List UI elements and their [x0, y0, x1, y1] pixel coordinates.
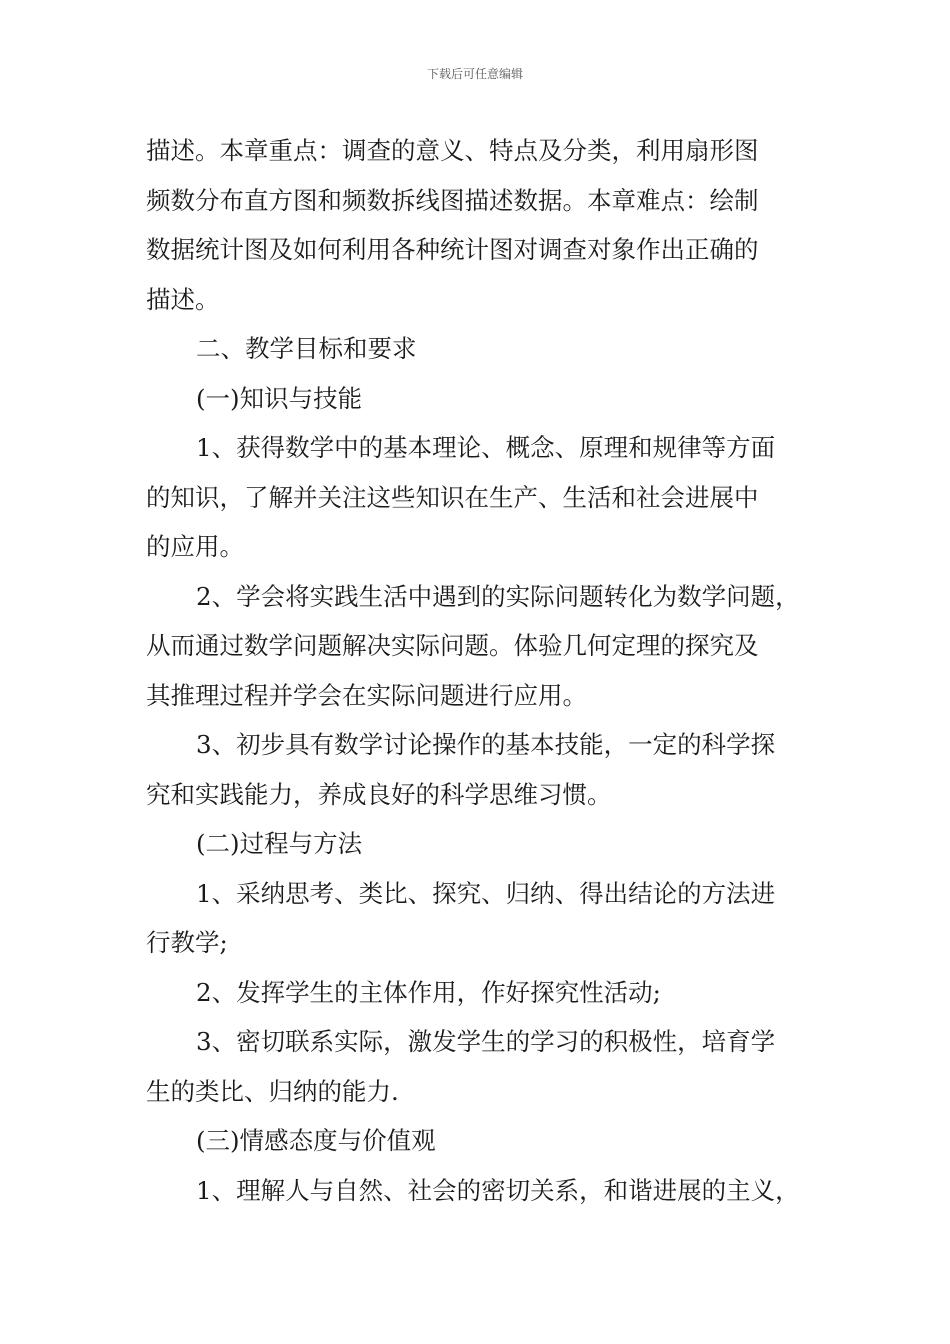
paragraph-line: 1、理解人与自然、社会的密切关系，和谐进展的主义，: [196, 1175, 800, 1205]
subsection-heading: (一)知识与技能: [196, 383, 363, 413]
paragraph-line: 3、密切联系实际，激发学生的学习的积极性，培育学: [196, 1027, 776, 1056]
paragraph-line: 频数分布直方图和频数拆线图描述数据。本章难点：绘制: [146, 185, 759, 215]
paragraph-line: 其推理过程并学会在实际问题进行应用。: [146, 680, 587, 710]
paragraph-line: 1、获得数学中的基本理论、概念、原理和规律等方面: [196, 433, 776, 462]
document-body: [146, 126, 818, 1215]
paragraph-line: 2、学会将实践生活中遇到的实际问题转化为数学问题，: [196, 581, 800, 611]
paragraph-line: 生的类比、归纳的能力.: [146, 1076, 399, 1106]
paragraph-line: 的应用。: [146, 532, 244, 561]
paragraph-line: 1、采纳思考、类比、探究、归纳、得出结论的方法进: [196, 878, 776, 908]
paragraph-line: 描述。: [146, 284, 220, 314]
paragraph-line: 的知识，了解并关注这些知识在生产、生活和社会进展中: [146, 482, 759, 512]
page-header: 下载后可任意编辑: [426, 67, 523, 81]
paragraph-line: 究和实践能力，养成良好的科学思维习惯。: [146, 779, 612, 809]
section-heading: 二、教学目标和要求: [196, 334, 417, 363]
paragraph-line: 描述。本章重点：调查的意义、特点及分类，利用扇形图: [146, 136, 759, 165]
paragraph-line: 行教学;: [146, 928, 228, 957]
subsection-heading: (三)情感态度与价值观: [196, 1126, 436, 1155]
paragraph-line: 从而通过数学问题解决实际问题。体验几何定理的探究及: [146, 631, 759, 660]
subsection-heading: (二)过程与方法: [196, 829, 363, 858]
paragraph-line: 数据统计图及如何利用各种统计图对调查对象作出正确的: [146, 235, 759, 264]
paragraph-line: 2、发挥学生的主体作用，作好探究性活动;: [196, 977, 661, 1007]
paragraph-line: 3、初步具有数学讨论操作的基本技能，一定的科学探: [196, 730, 776, 759]
